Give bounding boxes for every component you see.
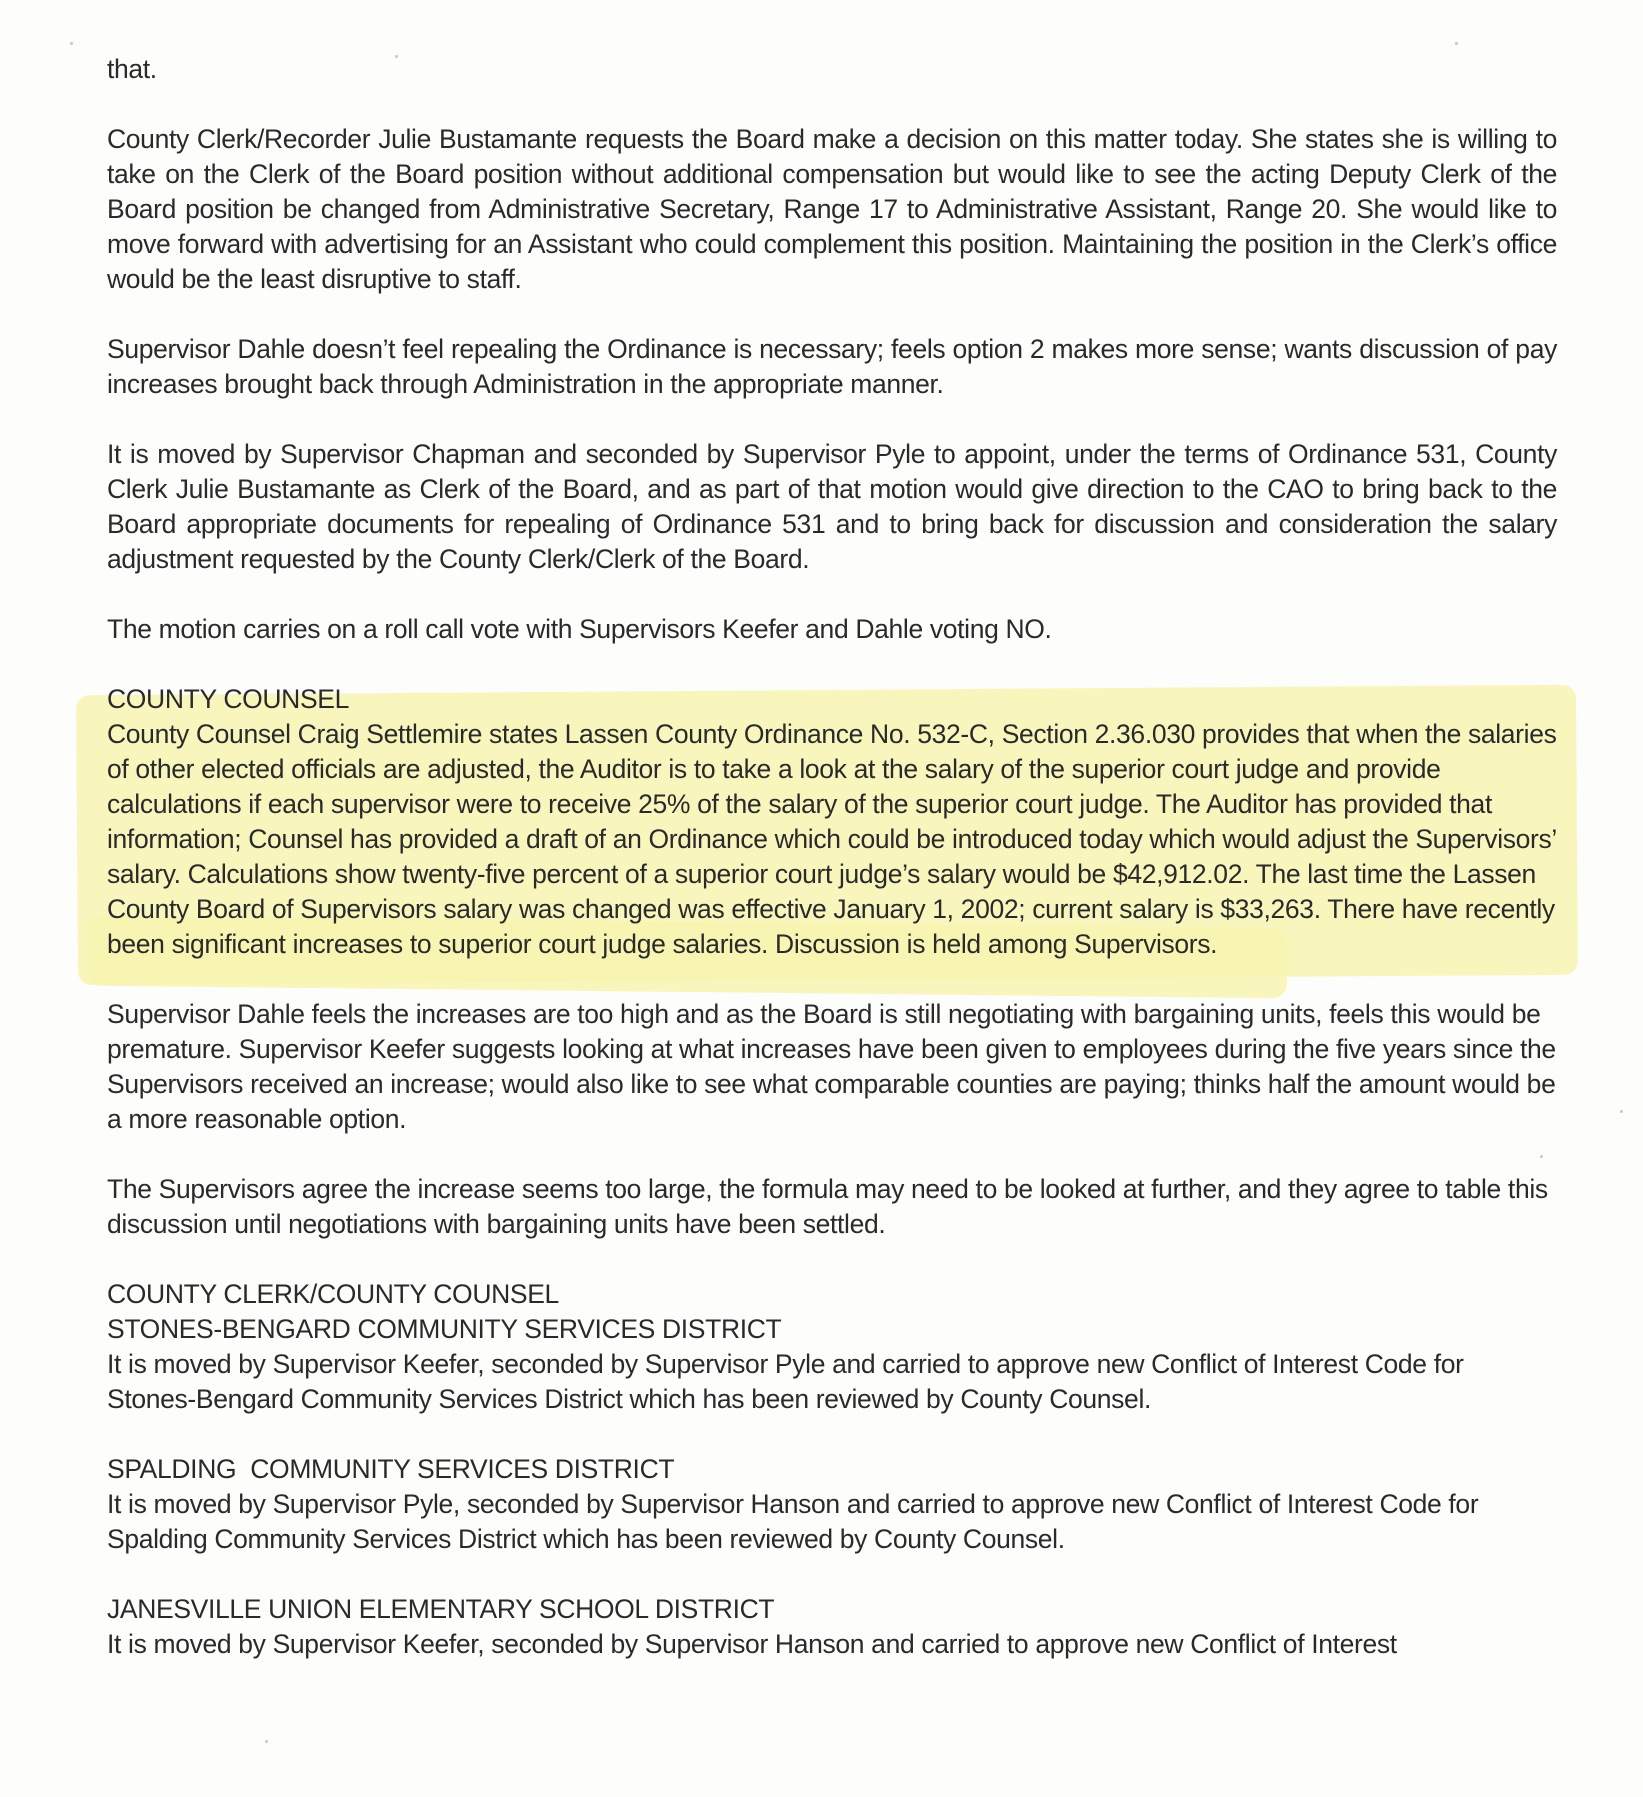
paragraph-table-discussion: The Supervisors agree the increase seems too large, the formula may need to be looked at further, and they agree to table this discussion until negotiations with bargaining units have been settled.	[107, 1174, 1548, 1239]
section-heading: COUNTY COUNSEL	[107, 684, 349, 714]
paragraph-motion-result: The motion carries on a roll call vote with Supervisors Keefer and Dahle voting NO.	[107, 614, 1052, 644]
scan-speck	[70, 42, 73, 45]
section-county-counsel	[107, 682, 1557, 962]
section-body: County Counsel Craig Settlemire states Lassen County Ordinance No. 532-C, Section 2.36.030 provides that when the salaries of other elected officials are adjusted, the Auditor is to take a look at the salary of the superior court judge and provide calculations if each supervisor were to receive 25% of the salary of the superior court judge. The Auditor has provided that information; Counsel has provided a draft of an Ordinance which could be introduced today which would adjust the Supervisors’ salary. Calculations show twenty-five percent of a superior court judge’s salary would be $42,912.02. The last time the Lassen County Board of Supervisors salary was changed was effective January 1, 2002; current salary is $33,263. There have recently been significant increases to superior court judge salaries. Discussion is held among Supervisors.	[107, 719, 1557, 959]
paragraph-dahle-opinion: Supervisor Dahle doesn’t feel repealing the Ordinance is necessary; feels option 2 makes more sense; wants discussion of pay increases brought back through Administration in the appropriate manner.	[107, 334, 1557, 399]
section-heading: COUNTY CLERK/COUNTY COUNSEL	[107, 1279, 559, 1309]
minutes-page	[107, 52, 1557, 1697]
section-heading: JANESVILLE UNION ELEMENTARY SCHOOL DISTRICT	[107, 1594, 775, 1624]
section-subheading: STONES-BENGARD COMMUNITY SERVICES DISTRICT	[107, 1314, 782, 1344]
scan-speck	[1455, 42, 1458, 45]
section-heading: SPALDING COMMUNITY SERVICES DISTRICT	[107, 1454, 675, 1484]
scan-speck	[265, 1740, 268, 1743]
continuation-text: that.	[107, 54, 157, 84]
scan-speck	[1620, 1110, 1623, 1113]
paragraph-supervisor-discussion: Supervisor Dahle feels the increases are too high and as the Board is still negotiating with bargaining units, feels this would be premature. Supervisor Keefer suggests looking at what increases have been given to employees during the five years since the Supervisors received an increase; would also like to see what comparable counties are paying; thinks half the amount would be a more reasonable option.	[107, 999, 1556, 1134]
paragraph-clerk-request: County Clerk/Recorder Julie Bustamante requests the Board make a decision on this matter today. She states she is willing to take on the Clerk of the Board position without additional compensation but would like to see the acting Deputy Clerk of the Board position be changed from Administrative Secretary, Range 17 to Administrative Assistant, Range 20. She would like to move forward with advertising for an Assistant who could complement this position. Maintaining the position in the Clerk’s office would be the least disruptive to staff.	[107, 124, 1557, 294]
section-body: It is moved by Supervisor Pyle, seconded by Supervisor Hanson and carried to approve new Conflict of Interest Code for Spalding Community Services District which has been reviewed by County Counsel.	[107, 1489, 1479, 1554]
section-stones-bengard	[107, 1277, 1557, 1417]
section-body: It is moved by Supervisor Keefer, seconded by Supervisor Pyle and carried to approve new Conflict of Interest Code for Stones-Bengard Community Services District which has been reviewed by County Counsel.	[107, 1349, 1464, 1414]
paragraph-motion-appoint: It is moved by Supervisor Chapman and seconded by Supervisor Pyle to appoint, under the terms of Ordinance 531, County Clerk Julie Bustamante as Clerk of the Board, and as part of that motion would give direction to the CAO to bring back to the Board appropriate documents for repealing of Ordinance 531 and to bring back for discussion and consideration the salary adjustment requested by the County Clerk/Clerk of the Board.	[107, 439, 1557, 574]
section-spalding	[107, 1452, 1557, 1557]
section-body: It is moved by Supervisor Keefer, seconded by Supervisor Hanson and carried to approve new Conflict of Interest	[107, 1629, 1397, 1659]
section-janesville	[107, 1592, 1557, 1662]
